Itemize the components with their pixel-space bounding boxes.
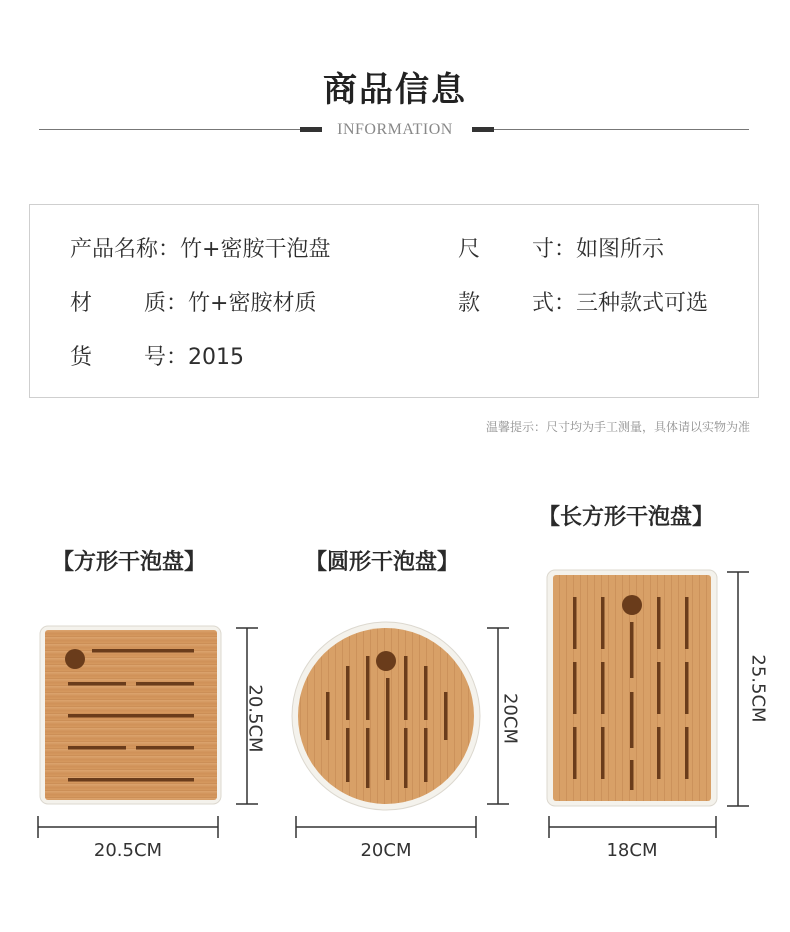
rect-height-label: 25.5CM bbox=[747, 654, 769, 723]
rect-tray-label: 【长方形干泡盘】 bbox=[538, 505, 715, 530]
square-height-label: 20.5CM bbox=[244, 684, 266, 753]
info-name-key: 产品名称： bbox=[70, 237, 181, 262]
title-divider-right-accent bbox=[472, 127, 494, 132]
info-material bbox=[70, 286, 316, 317]
rect-width-label: 18CM bbox=[606, 840, 658, 861]
info-style-key-b: 式： bbox=[532, 291, 577, 316]
info-style bbox=[458, 286, 708, 317]
rect-dimension-lines bbox=[549, 572, 749, 838]
square-tray-label: 【方形干泡盘】 bbox=[52, 550, 207, 575]
info-size bbox=[458, 232, 664, 263]
info-sku-key-b: 号： bbox=[144, 345, 189, 370]
info-style-value: 三种款式可选 bbox=[576, 291, 709, 316]
info-size-key-b: 寸： bbox=[532, 237, 577, 262]
info-sku-key-a: 货 bbox=[70, 345, 93, 370]
round-tray-label: 【圆形干泡盘】 bbox=[305, 550, 460, 575]
page-title: 商品信息 bbox=[323, 70, 467, 110]
rect-tray bbox=[547, 570, 717, 806]
round-tray bbox=[292, 622, 480, 810]
info-style-key-a: 款 bbox=[458, 291, 481, 316]
info-material-key-b: 质： bbox=[144, 291, 189, 316]
info-sku bbox=[70, 340, 244, 371]
square-width-label: 20.5CM bbox=[93, 840, 163, 861]
info-name bbox=[70, 232, 330, 263]
round-height-label: 20CM bbox=[499, 692, 521, 744]
square-dimension-lines bbox=[38, 628, 258, 838]
page-subtitle: INFORMATION bbox=[337, 121, 453, 138]
measurement-note: 温馨提示：尺寸均为手工测量，具体请以实物为准 bbox=[485, 420, 750, 434]
info-size-key-a: 尺 bbox=[458, 237, 481, 262]
square-tray bbox=[40, 626, 221, 804]
round-width-label: 20CM bbox=[360, 840, 412, 861]
title-divider-right bbox=[494, 129, 749, 130]
info-size-value: 如图所示 bbox=[576, 237, 665, 262]
info-name-value: 竹+密胺干泡盘 bbox=[180, 237, 331, 262]
info-sku-value: 2015 bbox=[188, 345, 245, 370]
info-material-value: 竹+密胺材质 bbox=[188, 291, 317, 316]
info-material-key-a: 材 bbox=[70, 291, 93, 316]
round-dimension-lines bbox=[296, 628, 509, 838]
